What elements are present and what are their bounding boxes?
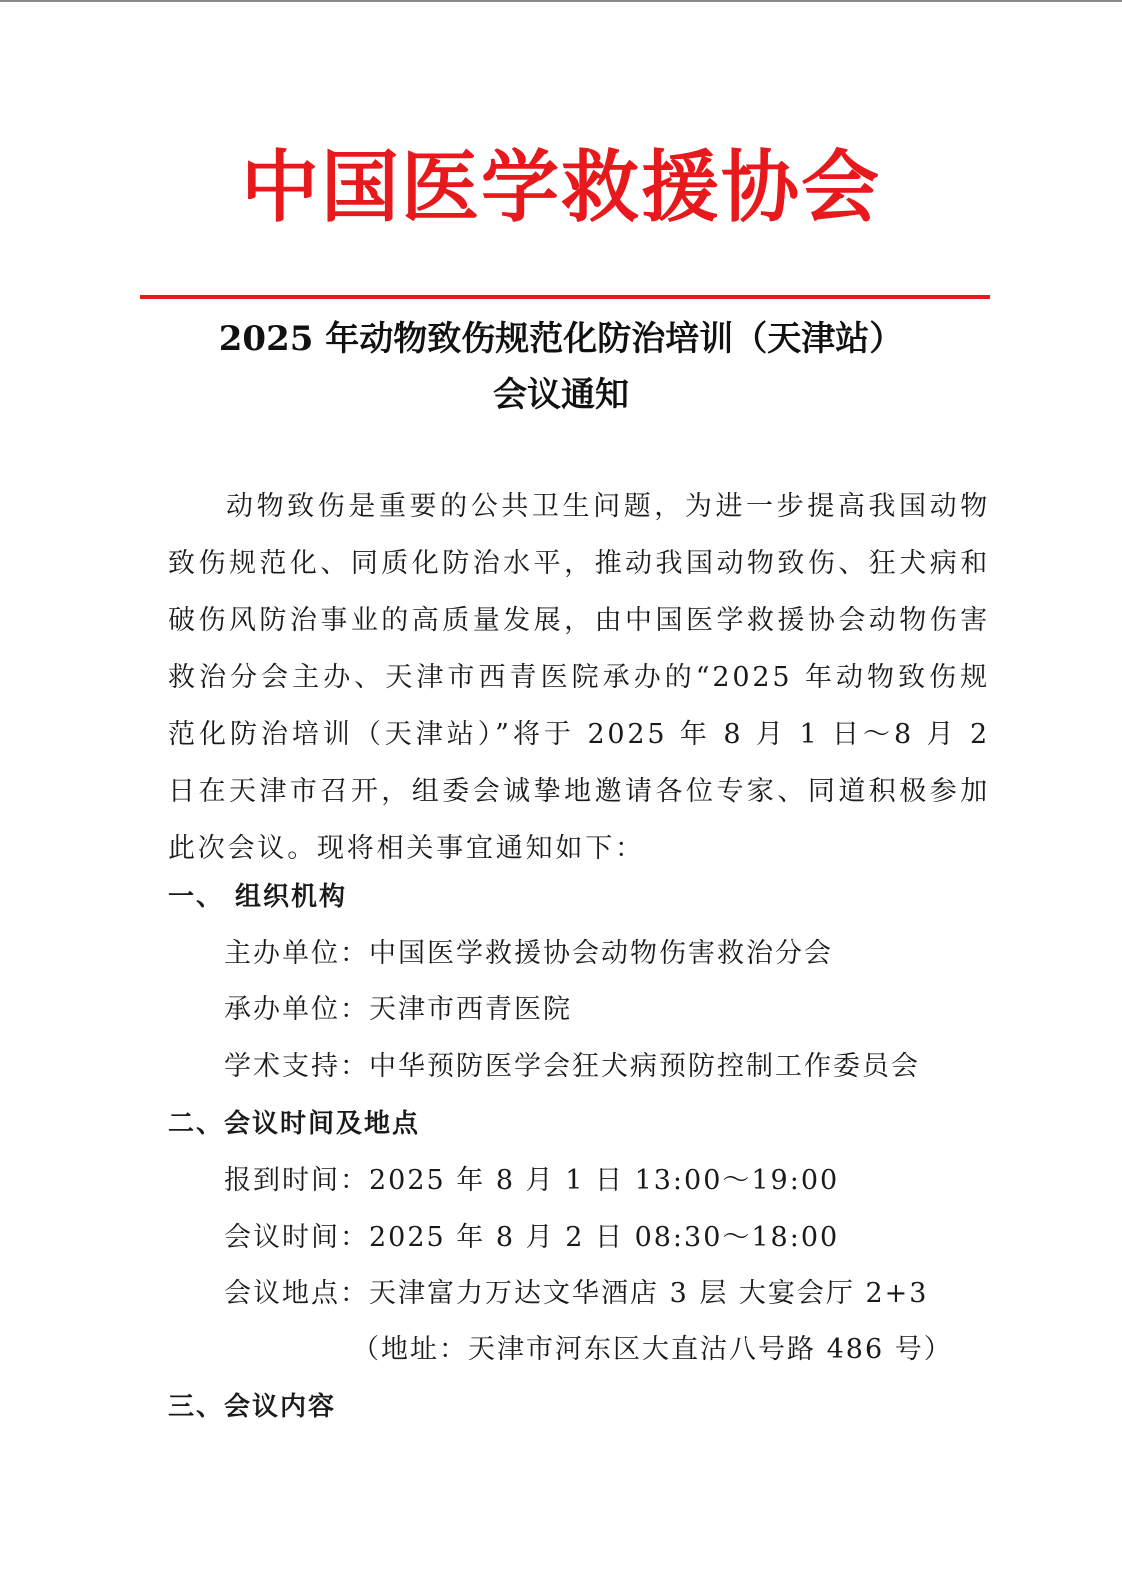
- document-title-line1: 2025 年动物致伤规范化防治培训（天津站）: [218, 319, 904, 359]
- academic-support-line: 学术支持：中华预防医学会狂犬病预防控制工作委员会: [224, 1051, 920, 1082]
- address-line: （地址：天津市河东区大直沽八号路 486 号）: [352, 1334, 953, 1365]
- organizer-line: 主办单位：中国医学救援协会动物伤害救治分会: [224, 938, 833, 969]
- document-title-line2: 会议通知: [493, 375, 629, 415]
- registration-time-line: 报到时间：2025 年 8 月 1 日 13:00～19:00: [224, 1165, 840, 1196]
- venue-line: 会议地点：天津富力万达文华酒店 3 层 大宴会厅 2+3: [224, 1278, 929, 1309]
- org-letterhead: 中国医学救援协会: [240, 143, 881, 233]
- section2-heading: 二、会议时间及地点: [168, 1109, 421, 1139]
- meeting-time-line: 会议时间：2025 年 8 月 2 日 08:30～18:00: [224, 1222, 840, 1253]
- section1-heading: 一、 组织机构: [168, 882, 348, 912]
- letterhead-divider: [140, 295, 990, 299]
- intro-paragraph: 动物致伤是重要的公共卫生问题，为进一步提高我国动物致伤规范化、同质化防治水平，推动我国动物致伤、狂犬病和破伤风防治事业的高质量发展，由中国医学救援协会动物伤害救治分会主办、天津市西青医院承办的“2025 年动物致伤规范化防治培训（天津站）”将于 2025 年 8 月 1 日～8 月 2 日在天津市召开，组委会诚挚地邀请各位专家、同道积极参加此次会议。现将相关事宜通知如下：: [168, 491, 990, 864]
- section3-heading: 三、会议内容: [168, 1392, 337, 1422]
- page-top-edge: [0, 0, 1122, 2]
- host-line: 承办单位：天津市西青医院: [224, 994, 572, 1025]
